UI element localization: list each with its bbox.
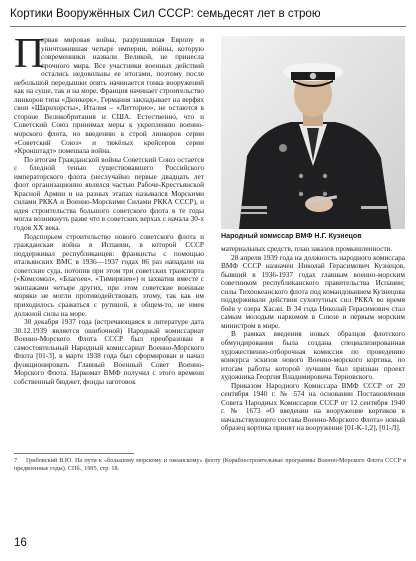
running-header: Кортики Вооружённых Сил СССР: семьдесят лет в строю xyxy=(10,0,406,27)
paragraph-3: Подспорьем строительство нового советского флота и гражданская война в Испании, в которой СССР поддерживал республиканцев: франкисты с помощью итальянских ВМС в 1936—1937 годах 86 раз нападали на советские суда, потопив при этом три советских транспорта («Комсомол», «Благоев», «Тимирязев») и захватив вместе с экипажами четыре других, при этом советские военные моряки не могли противодействовать этому, так как им приходилось сражаться с рутиной, в общем-то, не имея должной силы на море. xyxy=(14,231,204,318)
footnote-divider xyxy=(14,453,134,454)
paragraph-1-text: ервая мировая война, разрушившая Европу и уничтожившая четыре империи, войны, которую современники назвали Великой, не принесла прочного мира. Все участники военных действий остались недовольны ее итогами, поэтому после небольшой передышки опять начинается гонка вооружений как на суше, так и на море. Франция начинает строительство линкоров типа «Дюнкерк», Германия закладывает на верфях свои «Шарнхорсты», Италия – «Литторио», не остаются в стороне Великобритания и США. Естественно, что и Советский Союз принимал меры к укреплению военно-морского флота, но введению в строй линкоров серии «Советский Союз» и тяжёлых крейсеров серии «Кронштадт» помешала война. xyxy=(14,36,204,156)
right-body-text xyxy=(221,245,405,433)
paragraph-1 xyxy=(14,36,204,156)
drop-cap: П xyxy=(14,36,45,77)
left-text-column xyxy=(14,36,204,443)
left-body-text xyxy=(14,36,204,386)
paragraph-2: По итогам Гражданской войны Советский Союз остается с бледной тенью существовавшего Российского императорского флота (неслучайно первые двадцать лет флот организационно являлся частью Рабоче-Крестьянской Красной Армии и на разных этапах назывался Морскими силами РККА и Военно-Морскими Силами РККА СССР), и идея строительства большого советского флота в те годы могла возникнуть разве что в советских верхах с начала 30-х годов XX века. xyxy=(14,154,204,233)
right-paragraph-3: В рамках введения новых образцов флотского обмундирования была создана специализированная художественно-отборочная комиссия по проведению конкурса эскизов нового Военно-морского кортика, по итогам работы которой лучшим был признан проект художника Георгия Владимировича Терновского. xyxy=(221,329,405,382)
footnote xyxy=(14,457,406,473)
right-paragraph-2: 28 апреля 1939 года на должность народного комиссара ВМФ СССР назначен Николай Герасимович Кузнецов, бывший в 1936-1937 годах главным военно-морским советником республиканского правительства Испании; силы Тихоокеанского флота под командованием Кузнецова поддерживали действия сухопутных сил РККА во время боёв у озера Хасан. В 34 года Николай Герасимович стал самым молодым наркомом в Союзе и первым морским министром в мире. xyxy=(221,252,405,330)
right-paragraph-4: Приказом Народного Комиссара ВМФ СССР от 20 сентября 1940 г. № 574 на основании Постановления Совета Народных Комиссаров СССР от 12 сентября 1940 г. № 1673 «О введении на вооружение кортиков в начальствующего состава Военно-Морского Флота» новый образец кортика принят на вооружение [01-К-1,2], [01-Л]. xyxy=(221,380,405,433)
paragraph-4: 30 декабря 1937 года (встречающаяся в литературе дата 30.12.1939 является ошибочной) Народный комиссариат Военно-Морского Флота СССР был преобразован в самостоятельный Народный комиссариат Военно-Морского Флота [01-3], в марте 1938 года был сформирован и начал функционировать Главный Военный Совет Военно-Морского Флота. Наркомат ВМФ получил с этого времени собственный бюджет, фонды заготовок xyxy=(14,317,204,386)
page-number: 16 xyxy=(14,537,27,549)
photo-caption: Народный комиссар ВМФ Н.Г. Кузнецов xyxy=(221,232,362,240)
right-paragraph-1: материальных средств, план заказов промышленности. xyxy=(221,244,393,253)
portrait-photo xyxy=(221,36,405,229)
right-text-column xyxy=(221,36,405,443)
portrait-photo-icon xyxy=(221,36,405,229)
footnote-text: Грибовский В.Ю. На пути к «большому морскому и океанскому» флоту (Кораблестроительные программы Военно-Морского Флота СССР в предвоенные годы). СПб., 1995, стр. 18. xyxy=(14,457,406,472)
footnote-number: 7 xyxy=(14,457,18,464)
